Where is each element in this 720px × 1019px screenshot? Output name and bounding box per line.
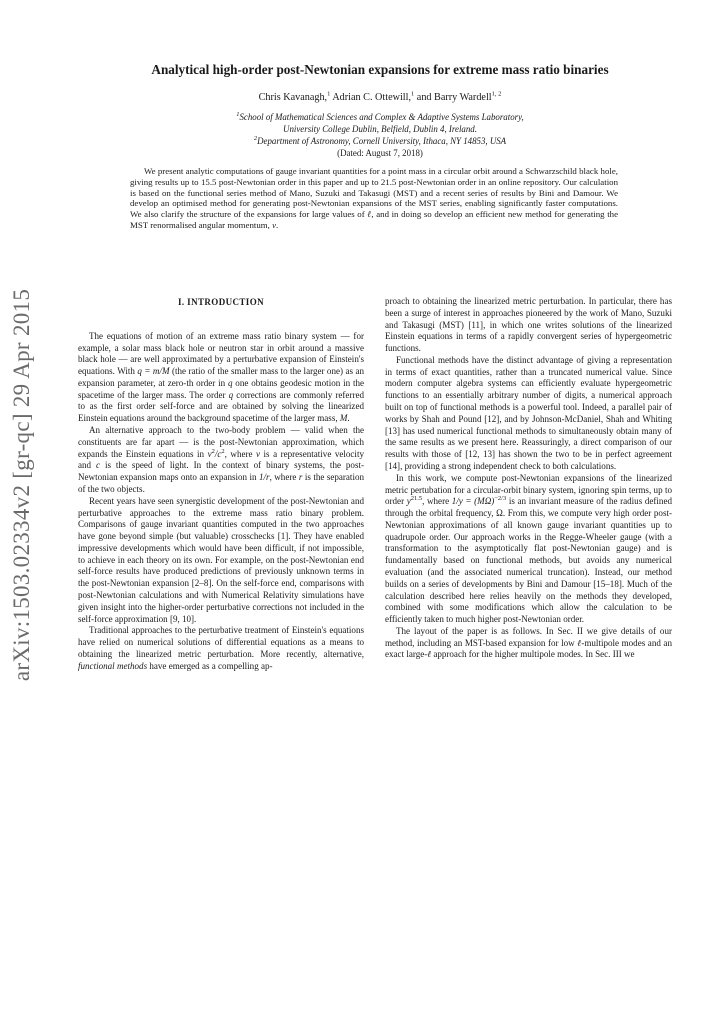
right-column (385, 296, 672, 661)
author-ottewill: Adrian C. Ottewill, (330, 92, 411, 103)
body-text: corrections are commonly referred to as the first order self-force and are obtained by solving the linearized Einstein equations around the background spacetime of the larger mass, (78, 389, 364, 424)
math-superscript: 2 (221, 447, 225, 455)
math-inline: c (96, 460, 101, 471)
affil-1-line-1: School of Mathematical Sciences and Complex & Adaptive Systems Laboratory, (239, 112, 524, 122)
affil-marker: 2 (253, 135, 258, 143)
abstract-paragraph (130, 166, 618, 231)
math-inline: M (339, 413, 348, 424)
math-inline: ℓ (577, 637, 582, 648)
abstract-text: . (276, 219, 279, 230)
body-text: -multipole modes and an exact large- (385, 637, 672, 660)
body-paragraph (78, 625, 364, 672)
math-symbol: ℓ (367, 209, 372, 220)
paper-title: Analytical high-order post-Newtonian expansions for extreme mass ratio binaries (151, 62, 609, 77)
body-text: one obtains geodesic motion in the spacetime of the larger mass. The order (78, 377, 364, 400)
author-affil-marker: 1 (327, 90, 331, 98)
affil-marker: 1 (236, 111, 240, 119)
math-inline: q = m/M (137, 366, 170, 377)
affil-2-line-1: Department of Astronomy, Cornell University, Ithaca, NY 14853, USA (257, 136, 507, 146)
math-inline: q (227, 377, 233, 388)
math-superscript: −2/3 (494, 495, 507, 503)
body-text: An alternative approach to the two-body problem — valid when the constituents are far apart — is the post-Newtonian approximation, which expands the Einstein equations in (78, 425, 364, 459)
author-list (60, 92, 700, 103)
body-text: is the separation of the two objects. (78, 472, 364, 494)
math-inline: 1/r (259, 472, 270, 483)
abstract (130, 166, 618, 231)
body-paragraph: Functional methods have the distinct advantage of giving a representation in terms of exact quantities, rather than a truncated numerical value. Since modern computer algebra systems can efficiently evaluate hypergeometric functions to an essentially arbitrary number of digits, a numerical approach built on top of functional methods is a powerful tool. Indeed, a parallel pair of works by Shah and Pound [12], and by Johnson-McDaniel, Shah and Whiting [13] has used numerical functional methods to simultaneously obtain many of the same results as we present here. Reassuringly, a direct comparison of our results with those of [12, 13] has shown the two to be in perfect agreement [14], providing a strong independent check to both calculations. (385, 354, 672, 471)
body-text: approach for the higher multipole modes. In Sec. III we (431, 649, 635, 660)
math-superscript: 2 (211, 447, 215, 455)
body-paragraph (385, 626, 672, 661)
body-text: The layout of the paper is as follows. In Sec. II we give details of our method, including an MST-based expansion for low (385, 625, 672, 648)
author-affil-marker: 1 (411, 90, 415, 98)
body-text: (the ratio of the smaller mass to the larger one) as an expansion parameter, at zero-th order in (78, 366, 364, 388)
author-affil-marker: 1, 2 (491, 90, 502, 98)
math-symbol: ν (272, 219, 276, 230)
emphasis-text: functional methods (78, 660, 148, 671)
left-column (78, 296, 364, 672)
math-inline: ℓ (427, 649, 432, 660)
body-paragraph (78, 331, 364, 425)
body-text: is an invariant measure of the radius defined through the orbital frequency, Ω. From this, we compute very high order post-Newtonian approximations of all known gauge invariant quantities up to quadrupole order. Our approach works in the Regge-Wheeler gauge (with a transformation to the asymptotically flat post-Newtonian gauge) and is fundamentally based on functional methods, but avoids any numerical evaluation (and the associated numerical truncation). Instead, our method builds on a series of developments by Bini and Damour [15–18]. Much of the calculation described here relies heavily on the methods they developed, combined with some modifications which allow the calculation to be efficiently taken to much higher post-Newtonian order. (385, 496, 672, 625)
author-kavanagh: Chris Kavanagh, (258, 92, 328, 103)
abstract-text: , and in doing so develop an efficient new method for generating the MST renormalised angular momentum, (130, 209, 618, 230)
affiliation-1 (60, 111, 700, 135)
body-paragraph (385, 473, 672, 626)
body-paragraph: Recent years have seen synergistic development of the post-Newtonian and perturbative approaches to the extreme mass ratio binary problem. Comparisons of gauge invariant quantities computed in the two approaches have gone beyond simple (but valuable) crosschecks [1]. They have enabled impressive developments which would have been difficult, if not impossible, to achieve in each theory on its own. For example, on the post-Newtonian end self-force results have produced predictions of previously unknown terms in the post-Newtonian expansion [2–8]. On the self-force end, comparisons with post-Newtonian calculations and with Numerical Relativity simulations have given insight into the higher-order perturbative corrections not included in the self-force approximation [9, 10]. (78, 495, 364, 624)
math-inline: /c (214, 448, 222, 459)
affil-1-line-2: University College Dublin, Belfield, Dublin 4, Ireland. (283, 124, 477, 134)
body-text: is a representative velocity and (78, 448, 364, 471)
math-inline: q (228, 389, 234, 400)
arxiv-identifier: arXiv:1503.02334v2 [gr-qc] 29 Apr 2015 (9, 288, 34, 682)
math-inline: r (298, 472, 303, 483)
math-inline: v (207, 448, 212, 459)
affiliation-2 (60, 135, 700, 147)
body-text: , where (224, 448, 257, 459)
body-text: In this work, we compute post-Newtonian expansions of the linearized metric pertubation for a circular-orbit binary system, ignoring spin terms, up to order (385, 472, 672, 507)
math-superscript: 21.5 (410, 495, 423, 503)
body-text: The equations of motion of an extreme mass ratio binary system — for example, a solar mass black hole or neutron star in orbit around a massive black hole — are well approximated by a perturbative expansion of Einstein's equations. With (78, 330, 364, 377)
math-inline: y (406, 496, 411, 507)
arxiv-identifier-stamp (2, 288, 42, 682)
body-text: Traditional approaches to the perturbative treatment of Einstein's equations have relied on numerical solutions of differential equations as a means to obtaining the linearized metric perturbation. More recently, alternative, (78, 625, 364, 659)
body-text: have emerged as a compelling ap- (147, 660, 273, 671)
math-inline: v (256, 448, 261, 459)
body-text: . (347, 413, 350, 424)
body-paragraph (78, 425, 364, 496)
body-text: , where (422, 496, 452, 507)
body-text: is the speed of light. In the context of binary systems, the post-Newtonian expansion maps onto an expansion in (78, 460, 365, 483)
dated-line: (Dated: August 7, 2018) (337, 148, 423, 158)
author-wardell: and Barry Wardell (414, 92, 492, 103)
math-inline: 1/y = (MΩ) (451, 496, 495, 507)
body-paragraph: proach to obtaining the linearized metric perturbation. In particular, there has been a surge of interest in approaches pioneered by the work of Mano, Suzuki and Takasugi (MST) [11], in which one writes solutions of the linearized Einstein equations in terms of a rapidly convergent series of hypergeometric functions. (385, 296, 672, 354)
abstract-text: We present analytic computations of gauge invariant quantities for a point mass in a circular orbit around a Schwarzschild black hole, giving results up to 15.5 post-Newtonian order in this paper and up to 21.5 post-Newtonian order in an online repository. Our calculation is based on the functional series method of Mano, Suzuki and Takasugi (MST) and a recent series of results by Bini and Damour. We develop an optimised method for generating post-Newtonian expansions of the MST series, enabling significantly faster computations. We also clarify the structure of the expansions for large values of (130, 166, 618, 220)
section-heading: I. INTRODUCTION (177, 297, 264, 307)
body-text: , where (269, 472, 299, 483)
